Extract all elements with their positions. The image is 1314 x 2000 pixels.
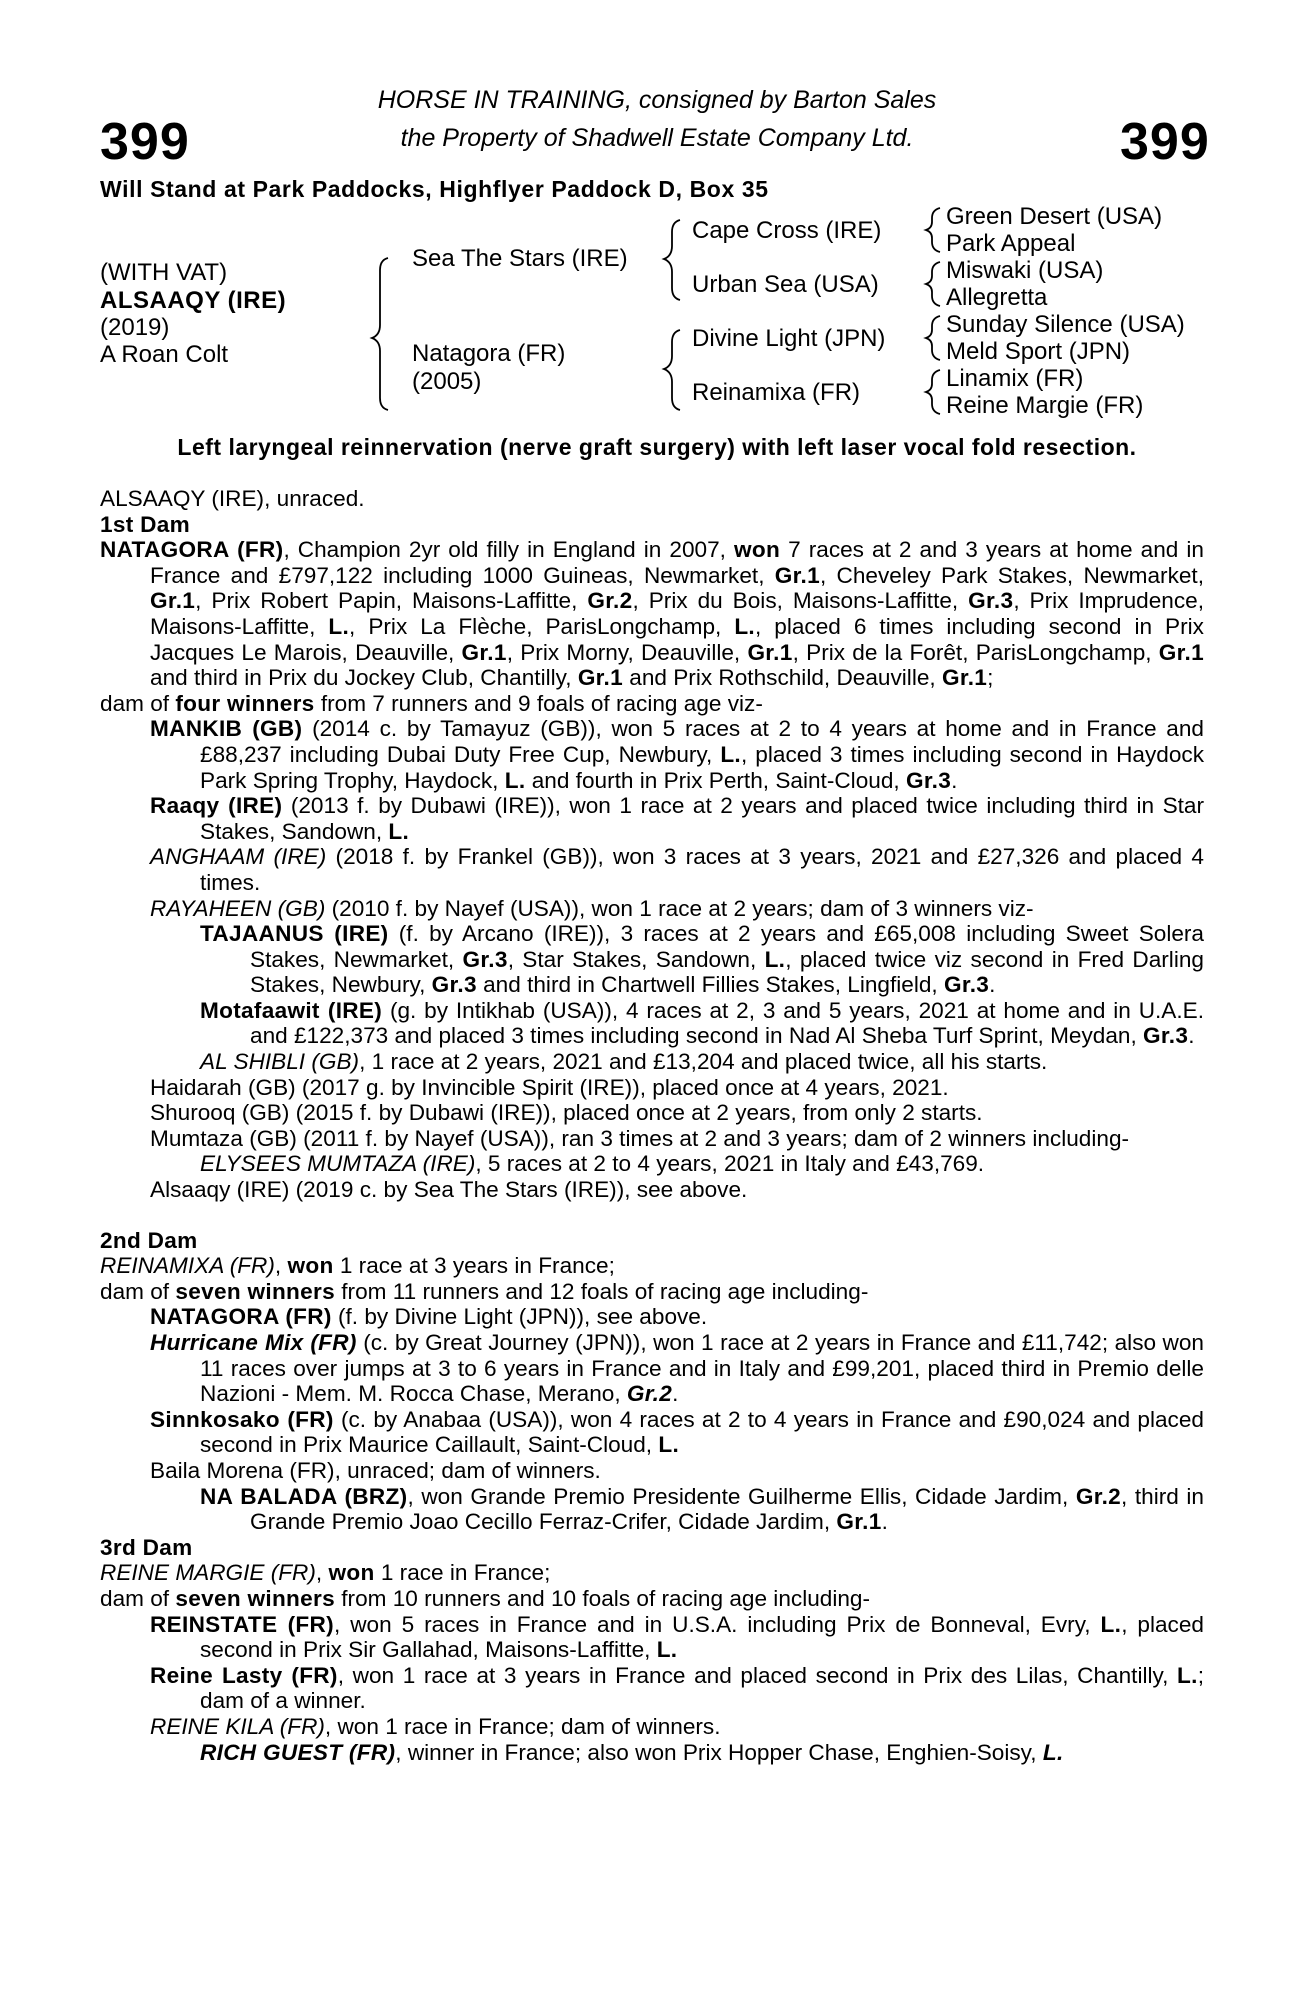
pedigree-entry — [100, 1075, 1204, 1101]
text-segment: , third in Grande Premio Joao Cecillo Ferraz-Crifer, Cidade Jardim, — [250, 1483, 1204, 1535]
text-segment: Sinnkosako (FR) — [150, 1406, 334, 1432]
text-segment: from 7 runners and 9 foals of racing age viz- — [314, 690, 763, 716]
pedigree-dam-dam: Reinamixa (FR) — [692, 379, 861, 406]
text-segment: , Prix du Bois, Maisons-Laffitte, — [632, 588, 969, 614]
text-segment: (c. by Great Journey (JPN)), won 1 race at 2 years in France and £11,742; also won 11 races over jumps at 3 to 6 years in France and in Italy and £99,201, placed third in Premio delle Nazioni - Mem. M. Rocca Chase, Merano, — [200, 1330, 1205, 1407]
text-segment: Gr.2 — [587, 588, 633, 614]
text-segment: and third in Prix du Jockey Club, Chantilly, — [150, 665, 578, 691]
text-segment: 1st Dam — [100, 511, 191, 537]
text-segment: REINE KILA (FR) — [150, 1713, 325, 1739]
pedigree-entry — [100, 1049, 1204, 1075]
text-segment: won — [328, 1560, 375, 1586]
pedigree-entry — [100, 1177, 1204, 1203]
pedigree-dsd: Meld Sport (JPN) — [946, 338, 1131, 365]
pedigree-sss: Green Desert (USA) — [946, 203, 1163, 230]
catalogue-body — [100, 486, 1204, 1765]
text-segment: , — [274, 1253, 288, 1279]
text-segment: . — [672, 1381, 679, 1407]
horse-year: (2019) — [100, 314, 170, 341]
text-segment: RAYAHEEN (GB) — [150, 895, 326, 921]
pedigree-entry — [100, 998, 1204, 1049]
text-segment: , Champion 2yr old filly in England in 2007, — [283, 537, 734, 563]
text-segment: ELYSEES MUMTAZA (IRE) — [200, 1151, 476, 1177]
text-segment: (f. by Divine Light (JPN)), see above. — [331, 1304, 708, 1330]
text-segment: L. — [504, 767, 526, 793]
horse-vat: (WITH VAT) — [100, 259, 228, 286]
text-segment: (f. by Arcano (IRE)), 3 races at 2 years and £65,008 including Sweet Solera Stakes, Newmarket, — [250, 921, 1204, 972]
pedigree-ssd: Park Appeal — [946, 230, 1076, 257]
text-segment: , Cheveley Park Stakes, Newmarket, — [819, 562, 1204, 588]
text-segment: Gr.1 — [774, 562, 820, 588]
text-segment: , — [315, 1560, 329, 1586]
text-segment: won — [733, 537, 781, 563]
text-segment: , Prix Robert Papin, Maisons-Laffitte, — [195, 588, 588, 614]
text-segment: , Star Stakes, Sandown, — [507, 946, 765, 972]
text-segment: (g. by Intikhab (USA)), 4 races at 2, 3 and 5 years, 2021 at home and in U.A.E. and £122,373 and placed 3 times including second in Nad Al Sheba Turf Sprint, Meydan, — [250, 997, 1204, 1049]
pedigree-entry — [100, 1253, 1204, 1279]
text-segment: , won 1 race at 3 years in France and placed second in Prix des Lilas, Chantilly, — [337, 1662, 1178, 1688]
pedigree-entry — [100, 1663, 1204, 1714]
text-segment: , 5 races at 2 to 4 years, 2021 in Italy and £43,769. — [475, 1151, 985, 1177]
text-segment: , placed second in Prix Sir Gallahad, Maisons-Laffitte, — [200, 1611, 1204, 1663]
pedigree-dam: Natagora (FR) — [412, 340, 566, 367]
consignment-line-1: HORSE IN TRAINING, consigned by Barton Sales — [377, 86, 937, 114]
text-segment: L. — [656, 1637, 678, 1663]
pedigree-entry — [100, 921, 1204, 998]
text-segment: Reine Lasty (FR) — [150, 1662, 338, 1688]
text-segment: REINE MARGIE (FR) — [100, 1560, 316, 1586]
pedigree-entry — [100, 1714, 1204, 1740]
text-segment: Alsaaqy (IRE) (2019 c. by Sea The Stars (IRE)), see above. — [150, 1177, 748, 1203]
lot-number-left: 399 — [100, 113, 190, 171]
horse-description: A Roan Colt — [100, 341, 229, 368]
text-segment: Gr.3 — [1143, 1023, 1189, 1049]
pedigree-entry — [100, 1304, 1204, 1330]
pedigree-dam-sire: Divine Light (JPN) — [692, 325, 886, 352]
pedigree-entry — [100, 1151, 1204, 1177]
text-segment: 3rd Dam — [100, 1534, 193, 1560]
section-spacer — [100, 1203, 1204, 1228]
text-segment: (2014 c. by Tamayuz (GB)), won 5 races at 2 to 4 years at home and in France and £88,237 including Dubai Duty Free Cup, Newbury, — [200, 716, 1204, 767]
text-segment: Mumtaza (GB) (2011 f. by Nayef (USA)), ran 3 times at 2 and 3 years; dam of 2 winners including- — [150, 1125, 1130, 1151]
text-segment: Gr.1 — [461, 639, 507, 665]
text-segment: TAJAANUS (IRE) — [200, 921, 389, 947]
text-segment: seven winners — [175, 1585, 335, 1611]
pedigree-sire-sire: Cape Cross (IRE) — [692, 217, 882, 244]
text-segment: Haidarah (GB) (2017 g. by Invincible Spirit (IRE)), placed once at 4 years, 2021. — [150, 1074, 949, 1100]
horse-name: ALSAAQY (IRE) — [100, 287, 287, 314]
text-segment: , Prix Morny, Deauville, — [506, 639, 748, 665]
text-segment: , won 5 races in France and in U.S.A. including Prix de Bonneval, Evry, — [333, 1611, 1101, 1637]
pedigree-entry — [100, 691, 1204, 717]
text-segment: 2nd Dam — [100, 1227, 198, 1253]
pedigree-dds: Linamix (FR) — [946, 365, 1084, 392]
text-segment: (2010 f. by Nayef (USA)), won 1 race at 2 years; dam of 3 winners viz- — [325, 895, 1034, 921]
text-segment: , placed 3 times including second in Haydock Park Spring Trophy, Haydock, — [200, 741, 1204, 793]
text-segment: L. — [658, 1432, 680, 1458]
pedigree-entry — [100, 1407, 1204, 1458]
text-segment: ALSAAQY (IRE), unraced. — [100, 486, 365, 511]
text-segment: L. — [764, 946, 786, 972]
pedigree-entry — [100, 1560, 1204, 1586]
text-segment: L. — [328, 613, 350, 639]
text-segment: , won Grande Premio Presidente Guilherme Ellis, Cidade Jardim, — [407, 1483, 1076, 1509]
text-segment: Gr.2 — [626, 1381, 673, 1407]
pedigree-dam-year: (2005) — [412, 368, 482, 395]
text-segment: Gr.2 — [1075, 1483, 1122, 1509]
pedigree-entry — [100, 1484, 1204, 1535]
pedigree-entry — [100, 1740, 1204, 1766]
pedigree-entry — [100, 844, 1204, 895]
consignment-line-2: the Property of Shadwell Estate Company Ltd. — [400, 124, 914, 152]
lot-number-right: 399 — [1120, 113, 1210, 171]
text-segment: Hurricane Mix (FR) — [150, 1330, 357, 1355]
pedigree-sire-dam: Urban Sea (USA) — [692, 271, 879, 298]
text-segment: Baila Morena (FR), unraced; dam of winners. — [150, 1457, 601, 1483]
text-segment: Gr.3 — [943, 972, 990, 998]
text-segment: 1 race at 3 years in France; — [333, 1253, 615, 1279]
text-segment: , 1 race at 2 years, 2021 and £13,204 and placed twice, all his starts. — [359, 1049, 1048, 1075]
text-segment: Raaqy (IRE) — [150, 793, 283, 819]
text-segment: . — [1188, 1023, 1195, 1049]
text-segment: Gr.3 — [462, 946, 508, 972]
text-segment: MANKIB (GB) — [150, 716, 303, 742]
pedigree-entry — [100, 1586, 1204, 1612]
pedigree-entry — [100, 537, 1204, 691]
text-segment: seven winners — [175, 1278, 335, 1304]
text-segment: four winners — [175, 690, 315, 716]
section-heading — [100, 512, 1204, 538]
text-segment: from 10 runners and 10 foals of racing age including- — [334, 1585, 871, 1611]
text-segment: REINAMIXA (FR) — [100, 1253, 275, 1279]
text-segment: . — [951, 767, 958, 793]
text-segment: L. — [388, 818, 410, 844]
text-segment: NA BALADA (BRZ) — [200, 1483, 408, 1509]
text-segment: Shurooq (GB) (2015 f. by Dubawi (IRE)), placed once at 2 years, from only 2 starts. — [150, 1100, 983, 1126]
text-segment: Gr.3 — [431, 972, 477, 998]
pedigree-entry — [100, 1612, 1204, 1663]
text-segment: 1 race in France; — [374, 1560, 551, 1586]
text-segment: and third in Chartwell Fillies Stakes, Lingfield, — [476, 972, 944, 998]
pedigree-sds: Miswaki (USA) — [946, 257, 1104, 284]
text-segment: NATAGORA (FR) — [150, 1304, 332, 1330]
pedigree-sire: Sea The Stars (IRE) — [412, 245, 628, 272]
text-segment: . — [881, 1509, 888, 1535]
text-segment: ; — [987, 665, 994, 691]
text-segment: , won 1 race in France; dam of winners. — [324, 1713, 721, 1739]
pedigree-entry — [100, 1330, 1204, 1407]
pedigree-entry — [100, 486, 1204, 512]
pedigree-entry — [100, 896, 1204, 922]
text-segment: and fourth in Prix Perth, Saint-Cloud, — [525, 767, 906, 793]
pedigree-sdd: Allegretta — [946, 284, 1048, 311]
text-segment: Gr.3 — [905, 767, 952, 793]
text-segment: NATAGORA (FR) — [100, 537, 284, 563]
text-segment: L. — [1042, 1739, 1064, 1765]
text-segment: , Prix La Flèche, ParisLongchamp, — [349, 613, 735, 639]
pedigree-entry — [100, 1100, 1204, 1126]
text-segment: (2018 f. by Frankel (GB)), won 3 races at 3 years, 2021 and £27,326 and placed 4 times. — [200, 844, 1204, 895]
text-segment: Gr.1 — [836, 1509, 882, 1535]
text-segment: REINSTATE (FR) — [150, 1611, 334, 1637]
text-segment: L. — [720, 741, 742, 767]
text-segment: , winner in France; also won Prix Hopper Chase, Enghien-Soisy, — [395, 1739, 1043, 1765]
text-segment: Gr.1 — [150, 588, 196, 614]
text-segment: RICH GUEST (FR) — [200, 1739, 396, 1765]
text-segment: (2013 f. by Dubawi (IRE)), won 1 race at 2 years and placed twice including third in Star Stakes, Sandown, — [200, 793, 1205, 844]
text-segment: , placed twice viz second in Fred Darling Stakes, Newbury, — [250, 946, 1204, 998]
text-segment: L. — [1177, 1662, 1198, 1688]
text-segment: Gr.1 — [941, 665, 988, 691]
pedigree-entry — [100, 1126, 1204, 1152]
pedigree-entry — [100, 716, 1204, 793]
section-heading — [100, 1535, 1204, 1561]
text-segment: . — [989, 972, 996, 998]
text-segment: L. — [1100, 1611, 1122, 1637]
text-segment: dam of — [100, 1278, 176, 1304]
text-segment: Gr.1 — [747, 639, 793, 665]
text-segment: , placed 6 times including second in Prix Jacques Le Marois, Deauville, — [150, 613, 1204, 665]
text-segment: Motafaawit (IRE) — [200, 997, 383, 1023]
text-segment: AL SHIBLI (GB) — [200, 1049, 360, 1075]
veterinary-note: Left laryngeal reinnervation (nerve graft surgery) with left laser vocal fold resection. — [177, 434, 1137, 460]
text-segment: Gr.3 — [968, 588, 1014, 614]
pedigree-dss: Sunday Silence (USA) — [946, 311, 1185, 338]
text-segment: and Prix Rothschild, Deauville, — [622, 665, 942, 691]
section-heading — [100, 1228, 1204, 1254]
pedigree-entry — [100, 793, 1204, 844]
text-segment: ; dam of a winner. — [200, 1662, 1204, 1714]
text-segment: dam of — [100, 690, 176, 716]
pedigree-entry — [100, 1279, 1204, 1305]
stand-location: Will Stand at Park Paddocks, Highflyer Paddock D, Box 35 — [100, 176, 769, 202]
text-segment: ANGHAAM (IRE) — [150, 844, 327, 870]
text-segment: 7 races at 2 and 3 years at home and in France and £797,122 including 1000 Guineas, Newmarket, — [150, 537, 1204, 588]
text-segment: from 11 runners and 12 foals of racing age including- — [334, 1278, 869, 1304]
text-segment: won — [287, 1253, 334, 1279]
text-segment: Gr.1 — [1158, 639, 1204, 665]
text-segment: , Prix Imprudence, Maisons-Laffitte, — [150, 588, 1204, 639]
pedigree-ddd: Reine Margie (FR) — [946, 392, 1144, 419]
text-segment: (c. by Anabaa (USA)), won 4 races at 2 to 4 years in France and £90,024 and placed second in Prix Maurice Caillault, Saint-Cloud, — [200, 1406, 1204, 1458]
text-segment: Gr.1 — [577, 665, 623, 691]
text-segment: , Prix de la Forêt, ParisLongchamp, — [792, 639, 1159, 665]
pedigree-entry — [100, 1458, 1204, 1484]
text-segment: L. — [734, 613, 755, 639]
text-segment: dam of — [100, 1585, 176, 1611]
